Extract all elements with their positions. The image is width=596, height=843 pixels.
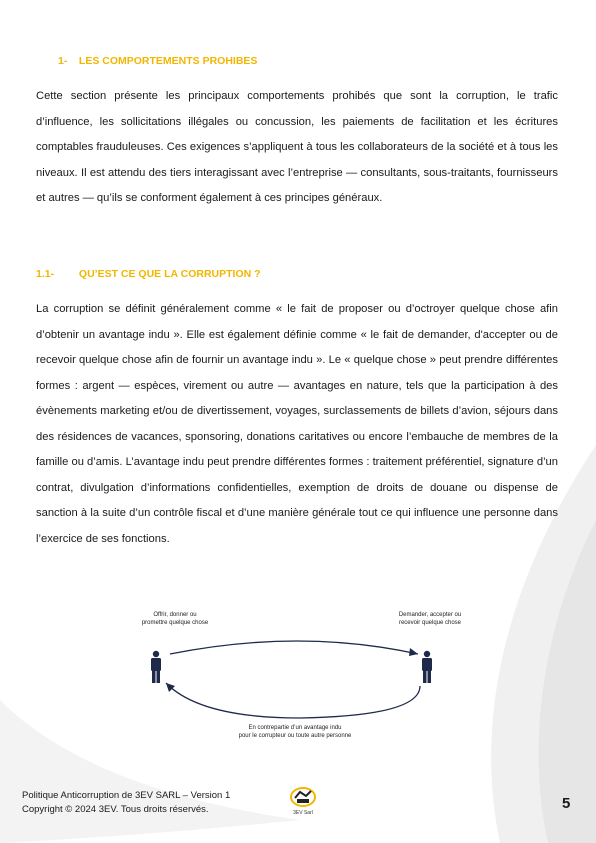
lower-arrow-head [166, 683, 175, 692]
section-1-1-number: 1.1- [36, 268, 55, 280]
diagram-bottom-label [210, 725, 380, 740]
section-1-1-paragraph: La corruption se définit généralement comme « le fait de proposer ou d’octroyer quelque chose afin d’obtenir un avantage indu ». Elle est également définie comme « le fait de demander, d'accepter ou de recevoir quelque chose afin de fournir un avantage indu ». Le « quelque chose » peut prendre différentes formes : argent — espèces, virement ou autre — avantages en nature, tels que la participation à des évènements marketing et/ou de divertissement, voyages, surclassements de billets d’avion, séjours dans des résidences de vacances, sponsoring, donations caritatives ou encore l’embauche de membres de la famille ou d’amis. L’avantage indu peut prendre différentes formes : traitement préférentiel, signature d’un contrat, divulgation d’informations confidentielles, exemption de droits de douane ou dispense de sanction à la suite d’un contrôle fiscal et d’une manière générale tout ce qui influence une personne dans l’exercice de ses fonctions. [36, 303, 558, 545]
footer-line-2: Copyright © 2024 3EV. Tous droits réservés. [22, 804, 209, 815]
company-logo [286, 784, 320, 824]
lower-arrow [166, 683, 420, 718]
section-1-1-heading [36, 268, 261, 280]
diagram-bottom-label-line1: En contrepartie d’un avantage indu [248, 725, 342, 731]
section-1-title: LES COMPORTEMENTS PROHIBES [78, 55, 258, 67]
page-number: 5 [562, 795, 571, 812]
corruption-diagram [100, 606, 500, 756]
right-person-icon [422, 651, 432, 683]
diagram-left-label-line2: promettre quelque chose [141, 619, 209, 626]
diagram-left-label-line1: Offrir, donner ou [153, 612, 197, 618]
upper-arrow [170, 641, 418, 654]
diagram-right-label-line2: recevoir quelque chose [398, 619, 462, 626]
footer [22, 789, 230, 817]
section-1-heading [58, 55, 257, 67]
section-1-paragraph: Cette section présente les principaux comportements prohibés que sont la corruption, le trafic d’influence, les sollicitations illégales ou concussion, les paiements de facilitation et les écritures comptables frauduleuses. Ces exigences s’appliquent à tous les collaborateurs de la société et à tous les niveaux. Il est attendu des tiers interagissant avec l’entreprise — consultants, sous-traitants, fournisseurs et autres — qu’ils se conforment également à ces principes généraux. [36, 90, 558, 204]
section-1-number: 1- [58, 55, 68, 67]
footer-line-1: Politique Anticorruption de 3EV SARL – Version 1 [22, 790, 231, 801]
upper-arrow-head [409, 648, 418, 656]
diagram-bottom-label-line2: pour le corrupteur ou toute autre personne [238, 732, 352, 739]
diagram-right-label-line1: Demander, accepter ou [398, 612, 462, 618]
section-1-1-title: QU’EST CE QUE LA CORRUPTION ? [78, 268, 261, 280]
logo-text: 3EV Sarl [293, 810, 313, 816]
left-person-icon [151, 651, 161, 683]
